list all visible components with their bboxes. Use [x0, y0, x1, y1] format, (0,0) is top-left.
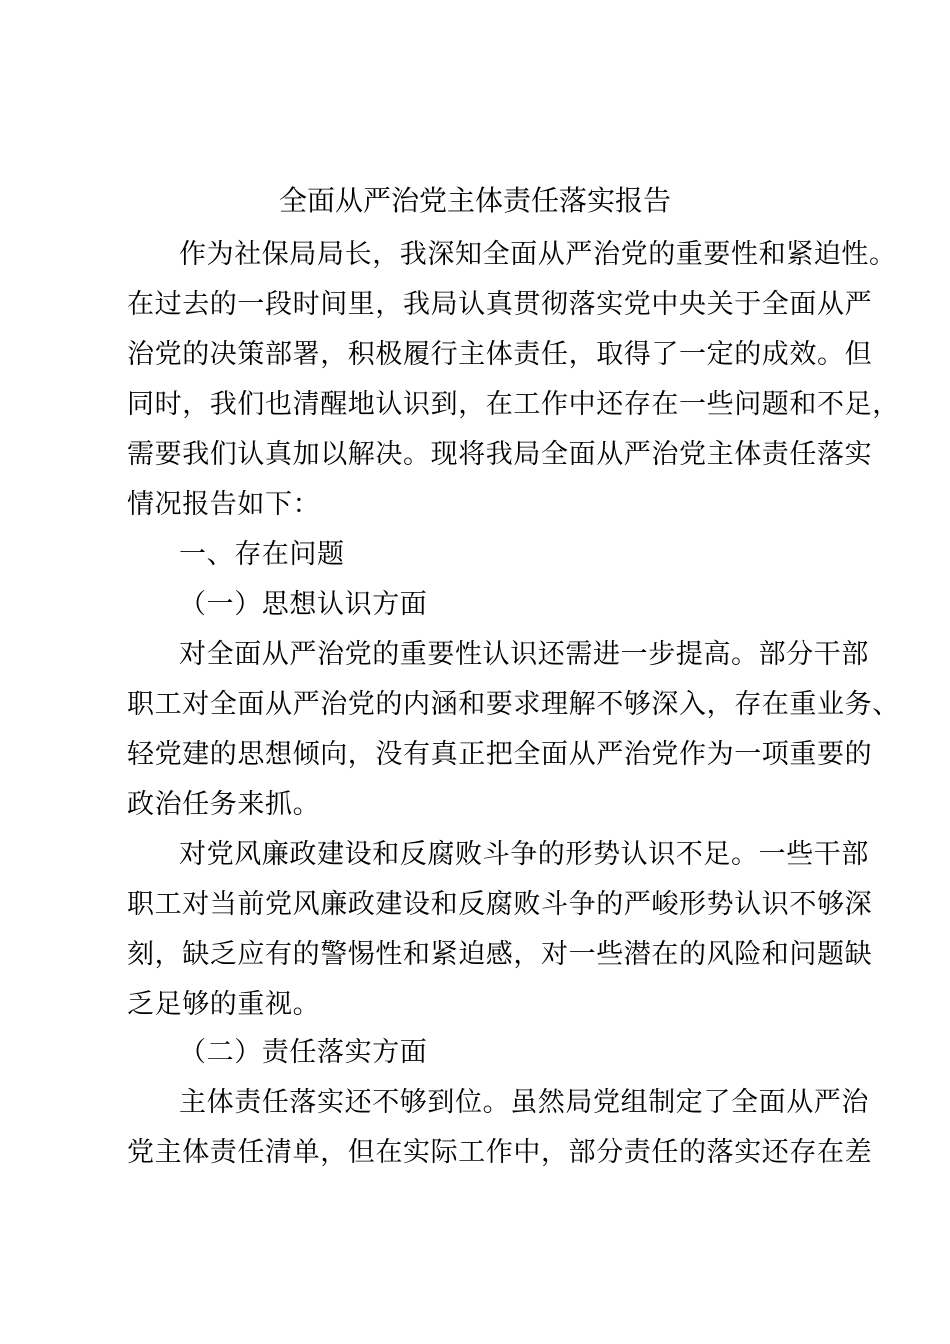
subsection-heading: （一）思想认识方面: [179, 589, 428, 620]
paragraph-line: 职工对全面从严治党的内涵和要求理解不够深入，存在重业务、: [127, 689, 900, 720]
paragraph-line: 职工对当前党风廉政建设和反腐败斗争的严峻形势认识不够深: [127, 889, 873, 920]
subsection-heading: （二）责任落实方面: [179, 1037, 428, 1068]
paragraph-line: 主体责任落实还不够到位。虽然局党组制定了全面从严治: [179, 1087, 869, 1118]
paragraph-line: 在过去的一段时间里，我局认真贯彻落实党中央关于全面从严: [127, 289, 873, 320]
paragraph-line: 政治任务来抓。: [127, 789, 321, 820]
paragraph-line: 治党的决策部署，积极履行主体责任，取得了一定的成效。但: [127, 339, 873, 370]
document-title: 全面从严治党主体责任落实报告: [278, 184, 671, 217]
paragraph-line: 情况报告如下：: [127, 489, 321, 520]
paragraph-line: 党主体责任清单，但在实际工作中，部分责任的落实还存在差: [127, 1137, 873, 1168]
paragraph-line: 乏足够的重视。: [127, 989, 321, 1020]
paragraph-line: 需要我们认真加以解决。现将我局全面从严治党主体责任落实: [127, 439, 873, 470]
paragraph-line: 轻党建的思想倾向，没有真正把全面从严治党作为一项重要的: [127, 739, 873, 770]
section-heading: 一、存在问题: [179, 539, 345, 570]
paragraph-line: 对党风廉政建设和反腐败斗争的形势认识不足。一些干部: [179, 839, 869, 870]
paragraph-line: 刻，缺乏应有的警惕性和紧迫感，对一些潜在的风险和问题缺: [127, 939, 873, 970]
paragraph-line: 作为社保局局长，我深知全面从严治党的重要性和紧迫性。: [179, 239, 897, 270]
paragraph-line: 对全面从严治党的重要性认识还需进一步提高。部分干部: [179, 639, 869, 670]
paragraph-line: 同时，我们也清醒地认识到，在工作中还存在一些问题和不足，: [127, 389, 900, 420]
